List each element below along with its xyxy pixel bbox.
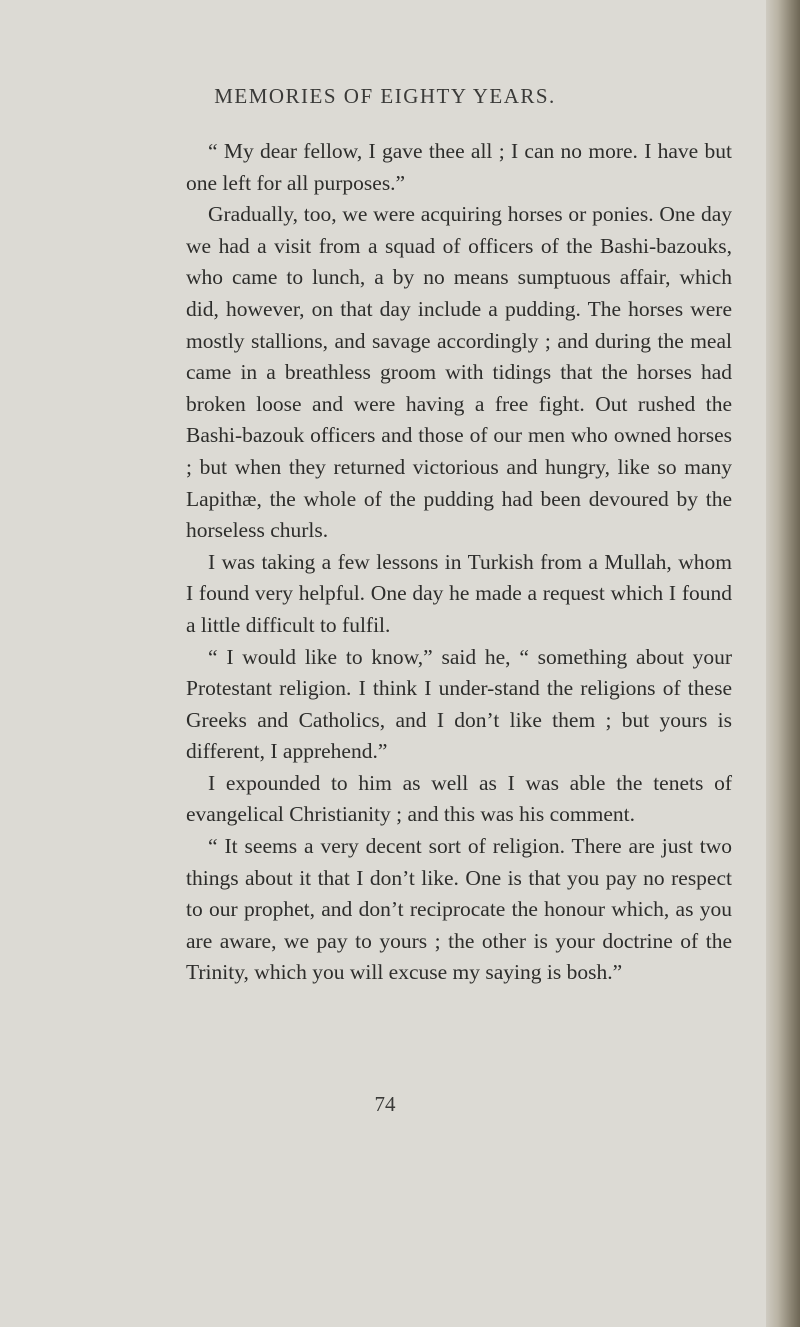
paragraph: “ I would like to know,” said he, “ something about your Protestant religion. I think I under-stand the religions of these Greeks and Catholics, and I don’t like them ; but yours is different, I apprehend.”	[186, 644, 732, 764]
body-text	[186, 136, 732, 989]
paragraph: I was taking a few lessons in Turkish from a Mullah, whom I found very helpful. One day he made a request which I found a little difficult to fulfil.	[186, 549, 732, 637]
paragraph: “ My dear fellow, I gave thee all ; I can no more. I have but one left for all purposes.”	[186, 139, 732, 195]
running-head: MEMORIES OF EIGHTY YEARS.	[214, 84, 556, 108]
paragraph: “ It seems a very decent sort of religion. There are just two things about it that I don’t like. One is that you pay no respect to our prophet, and don’t reciprocate the honour which, as you are aware, we pay to yours ; the other is your doctrine of the Trinity, which you will excuse my saying is bosh.”	[186, 834, 732, 985]
paragraph: Gradually, too, we were acquiring horses or ponies. One day we had a visit from a squad of officers of the Bashi-bazouks, who came to lunch, a by no means sumptuous affair, which did, however, on that day include a pudding. The horses were mostly stallions, and savage accordingly ; and during the meal came in a breathless groom with tidings that the horses had broken loose and were having a free fight. Out rushed the Bashi-bazouk officers and those of our men who owned horses ; but when they returned victorious and hungry, like so many Lapithæ, the whole of the pudding had been devoured by the horseless churls.	[186, 202, 732, 543]
paragraph: I expounded to him as well as I was able the tenets of evangelical Christianity ; and this was his comment.	[186, 770, 732, 827]
page-number: 74	[374, 1092, 396, 1116]
page-edge-shadow	[766, 0, 800, 1327]
